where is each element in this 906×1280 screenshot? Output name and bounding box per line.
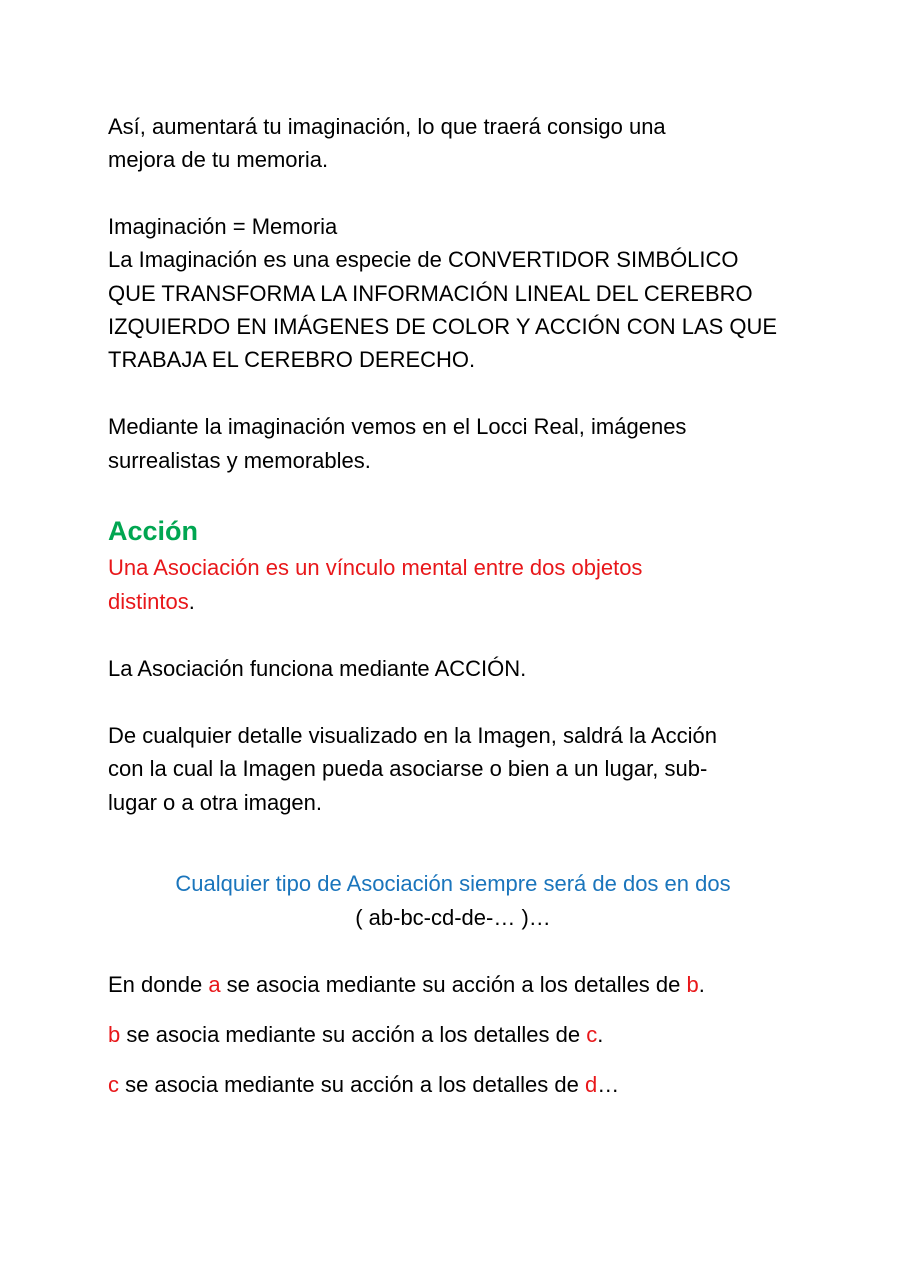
definition-period: . <box>188 589 195 614</box>
paragraph-1-line-1: Así, aumentará tu imaginación, lo que traerá consigo una <box>108 114 666 139</box>
paragraph-2-line-4: IZQUIERDO EN IMÁGENES DE COLOR Y ACCIÓN CON LAS QUE <box>108 314 778 339</box>
rule-line-3 <box>108 1068 619 1101</box>
paragraph-2-line-2: La Imaginación es una especie de CONVERTIDOR SIMBÓLICO <box>108 247 739 272</box>
paragraph-2-line-1: Imaginación = Memoria <box>108 214 338 239</box>
definition-line-1: Una Asociación es un vínculo mental entre dos objetos <box>108 555 643 580</box>
definition-word: distintos <box>108 589 189 614</box>
paragraph-3-line-1: Mediante la imaginación vemos en el Locci Real, imágenes <box>108 414 687 439</box>
rule-1-prefix: En donde <box>108 972 209 997</box>
paragraph-5-line-2: con la cual la Imagen pueda asociarse o bien a un lugar, sub- <box>108 756 708 781</box>
paragraph-3-line-2: surrealistas y memorables. <box>108 448 371 473</box>
centered-statement: Cualquier tipo de Asociación siempre será de dos en dos <box>175 871 731 896</box>
rule-3-letter-d: d <box>584 1072 598 1097</box>
rule-1-middle: se asocia mediante su acción a los detalles de <box>220 972 687 997</box>
paragraph-2-line-5: TRABAJA EL CEREBRO DERECHO. <box>108 347 476 372</box>
rule-2-middle: se asocia mediante su acción a los detalles de <box>120 1022 587 1047</box>
section-heading: Acción <box>108 516 199 546</box>
rule-1-letter-b: b <box>686 972 699 997</box>
definition-line-2 <box>108 585 195 618</box>
rule-3-end: … <box>597 1072 620 1097</box>
paragraph-2-line-3: QUE TRANSFORMA LA INFORMACIÓN LINEAL DEL CEREBRO <box>108 281 753 306</box>
rule-2-letter-b: b <box>108 1022 121 1047</box>
centered-pattern: ( ab-bc-cd-de-… )… <box>355 905 551 930</box>
rule-line-1 <box>108 968 705 1001</box>
rule-line-2 <box>108 1018 603 1051</box>
paragraph-1-line-2: mejora de tu memoria. <box>108 147 329 172</box>
paragraph-5-line-3: lugar o a otra imagen. <box>108 790 323 815</box>
rule-1-end: . <box>698 972 705 997</box>
paragraph-5-line-1: De cualquier detalle visualizado en la Imagen, saldrá la Acción <box>108 723 718 748</box>
rule-3-letter-c: c <box>108 1072 119 1097</box>
rule-2-end: . <box>597 1022 604 1047</box>
rule-1-letter-a: a <box>208 972 221 997</box>
paragraph-4: La Asociación funciona mediante ACCIÓN. <box>108 656 527 681</box>
rule-3-middle: se asocia mediante su acción a los detalles de <box>119 1072 585 1097</box>
rule-2-letter-c: c <box>586 1022 598 1047</box>
